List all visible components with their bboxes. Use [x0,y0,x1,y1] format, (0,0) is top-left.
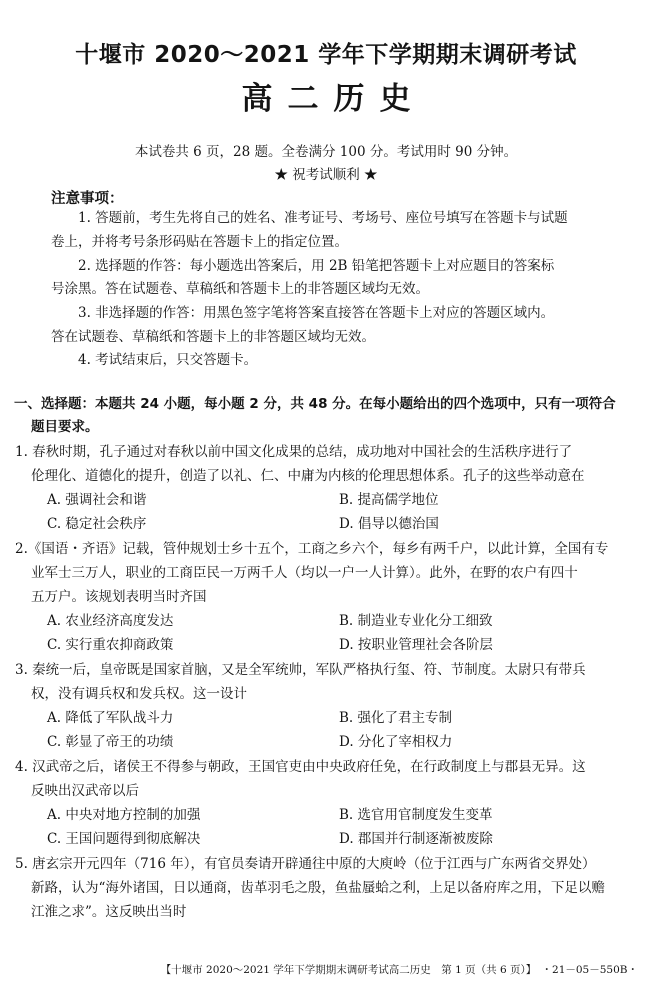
question-3-option-c: C. 彰显了帝王的功绩 [47,734,174,750]
note-line: 3. 非选择题的作答：用黑色签字笔将答案直接答在答题卡上对应的答题区域内。 [78,305,555,321]
note-line: 2. 选择题的作答：每小题选出答案后，用 2B 铅笔把答题卡上对应题目的答案标 [78,258,555,274]
question-1-option-b: B. 提高儒学地位 [339,492,439,508]
question-5-stem: 江淮之求”。这反映出当时 [31,904,187,920]
note-line: 1. 答题前，考生先将自己的姓名、准考证号、考场号、座位号填写在答题卡与试题 [78,210,568,226]
question-5-stem: 5. 唐玄宗开元四年（716 年），有官员奏请开辟通往中原的大庾岭（位于江西与广东两省交界处） [15,856,596,872]
note-line: 号涂黑。答在试题卷、草稿纸和答题卡上的非答题区域均无效。 [51,281,429,297]
question-4-stem: 反映出汉武帝以后 [31,783,139,799]
section-heading-cont: 题目要求。 [31,419,99,435]
question-4-option-d: D. 郡国并行制逐渐被废除 [339,831,493,847]
question-1-option-c: C. 稳定社会秩序 [47,516,147,532]
good-luck-line: ★ 祝考试顺利 ★ [274,167,378,183]
question-2-stem: 业军士三万人，职业的工商臣民一万两千人（均以一户一人计算）。此外，在野的农户有四十 [31,565,578,581]
question-3-stem: 权，没有调兵权和发兵权。这一设计 [31,686,247,702]
page-footer: 【十堰市 2020～2021 学年下学期期末调研考试高二历史 第 1 页（共 6 页）】 ・21－05－550B・ [160,964,638,976]
exam-info: 本试卷共 6 页，28 题。全卷满分 100 分。考试用时 90 分钟。 [134,144,518,160]
exam-title: 十堰市 2020～2021 学年下学期期末调研考试 [75,42,577,68]
note-line: 卷上，并将考号条形码贴在答题卡上的指定位置。 [51,234,348,250]
question-2-option-a: A. 农业经济高度发达 [47,613,174,629]
note-line: 4. 考试结束后，只交答题卡。 [78,352,258,368]
question-2-option-b: B. 制造业专业化分工细致 [339,613,493,629]
section-heading: 一、选择题：本题共 24 小题，每小题 2 分，共 48 分。在每小题给出的四个选项中，只有一项符合 [14,396,616,412]
notes-title: 注意事项： [51,191,124,207]
note-line: 答在试题卷、草稿纸和答题卡上的非答题区域均无效。 [51,329,375,345]
question-2-stem: 2.《国语・齐语》记载，管仲规划士乡十五个，工商之乡六个，每乡有两千户，以此计算，全国有专 [15,541,609,557]
question-2-option-d: D. 按职业管理社会各阶层 [339,637,493,653]
question-3-option-a: A. 降低了军队战斗力 [47,710,174,726]
question-2-option-c: C. 实行重农抑商政策 [47,637,174,653]
question-1-option-a: A. 强调社会和谐 [47,492,147,508]
question-2-stem: 五万户。该规划表明当时齐国 [31,589,207,605]
question-3-option-b: B. 强化了君主专制 [339,710,453,726]
question-4-stem: 4. 汉武帝之后，诸侯王不得参与朝政，王国官吏由中央政府任免，在行政制度上与郡县无异。这 [15,759,586,775]
question-1-stem: 伦理化、道德化的提升，创造了以礼、仁、中庸为内核的伦理思想体系。孔子的这些举动意在 [31,468,585,484]
question-4-option-b: B. 选官用官制度发生变革 [339,807,493,823]
question-1-option-d: D. 倡导以德治国 [339,516,439,532]
question-3-option-d: D. 分化了宰相权力 [339,734,453,750]
subject-title: 高二历史 [241,81,426,117]
question-1-stem: 1. 春秋时期，孔子通过对春秋以前中国文化成果的总结，成功地对中国社会的生活秩序进行了 [15,444,573,460]
question-5-stem: 新路，认为“海外诸国，日以通商，齿革羽毛之殷，鱼盐蜃蛤之利，上足以备府库之用，下足以赡 [31,880,605,896]
question-4-option-a: A. 中央对地方控制的加强 [47,807,201,823]
question-4-option-c: C. 王国问题得到彻底解决 [47,831,201,847]
question-3-stem: 3. 秦统一后，皇帝既是国家首脑，又是全军统帅，军队严格执行玺、符、节制度。太尉只有带兵 [15,662,586,678]
